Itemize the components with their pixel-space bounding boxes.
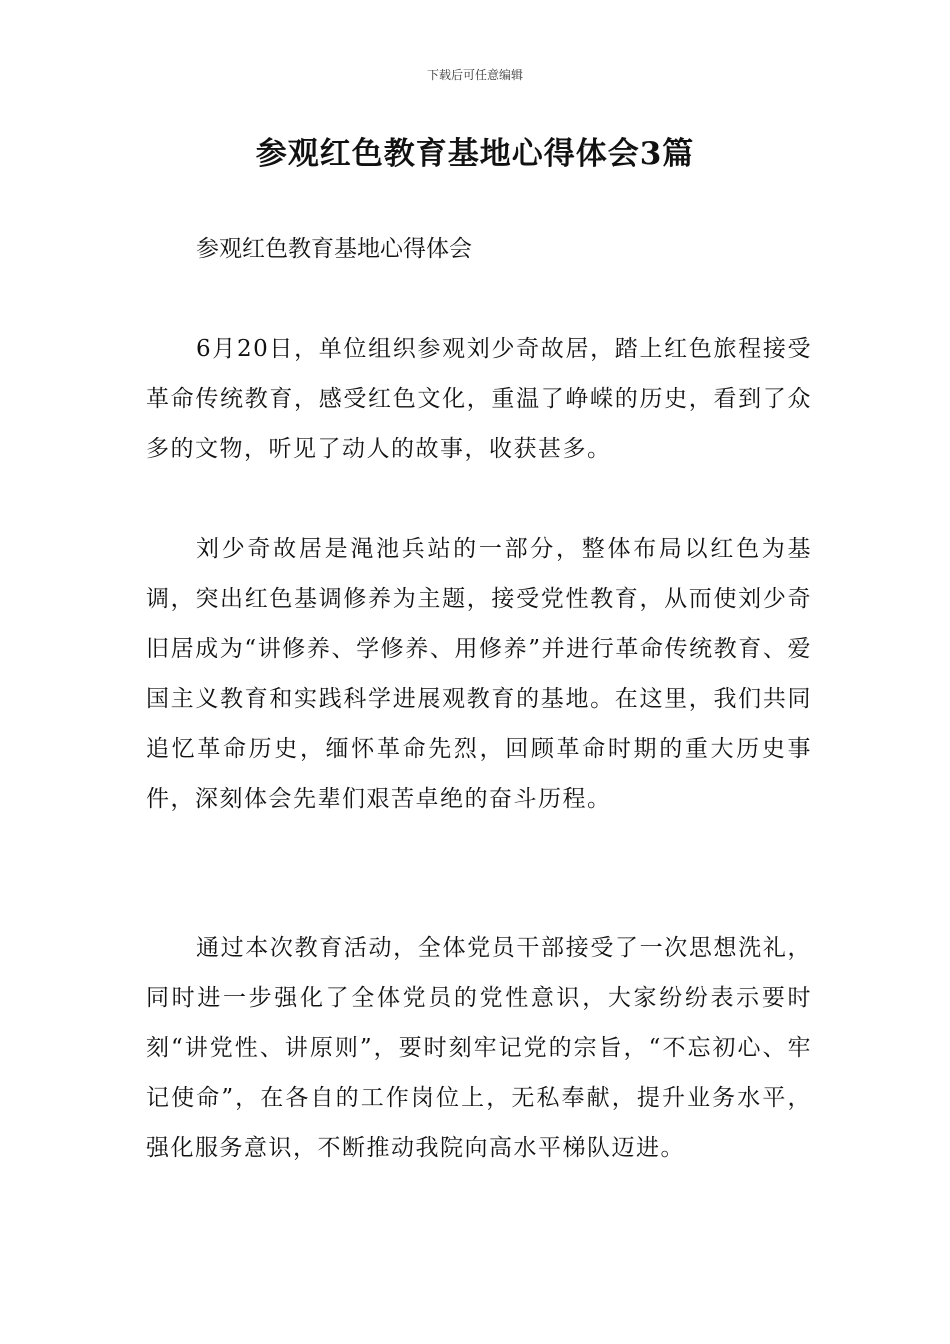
section-subtitle: 参观红色教育基地心得体会 [196, 236, 472, 262]
document-title: 参观红色教育基地心得体会3篇 [255, 136, 695, 172]
paragraph-1: 6月20日，单位组织参观刘少奇故居，踏上红色旅程接受革命传统教育，感受红色文化，重温了峥嵘的历史，看到了众多的文物，听见了动人的故事，收获甚多。 [146, 336, 812, 462]
header-note: 下载后可任意编辑 [426, 68, 523, 82]
paragraph-2: 刘少奇故居是渑池兵站的一部分，整体布局以红色为基调，突出红色基调修养为主题，接受党性教育，从而使刘少奇旧居成为“讲修养、学修养、用修养”并进行革命传统教育、爱国主义教育和实践科学进展观教育的基地。在这里，我们共同追忆革命历史，缅怀革命先烈，回顾革命时期的重大历史事件，深刻体会先辈们艰苦卓绝的奋斗历程。 [146, 536, 812, 812]
paragraph-3: 通过本次教育活动，全体党员干部接受了一次思想洗礼，同时进一步强化了全体党员的党性意识，大家纷纷表示要时刻“讲党性、讲原则”，要时刻牢记党的宗旨，“不忘初心、牢记使命”，在各自的工作岗位上，无私奉献，提升业务水平，强化服务意识，不断推动我院向高水平梯队迈进。 [146, 935, 812, 1161]
